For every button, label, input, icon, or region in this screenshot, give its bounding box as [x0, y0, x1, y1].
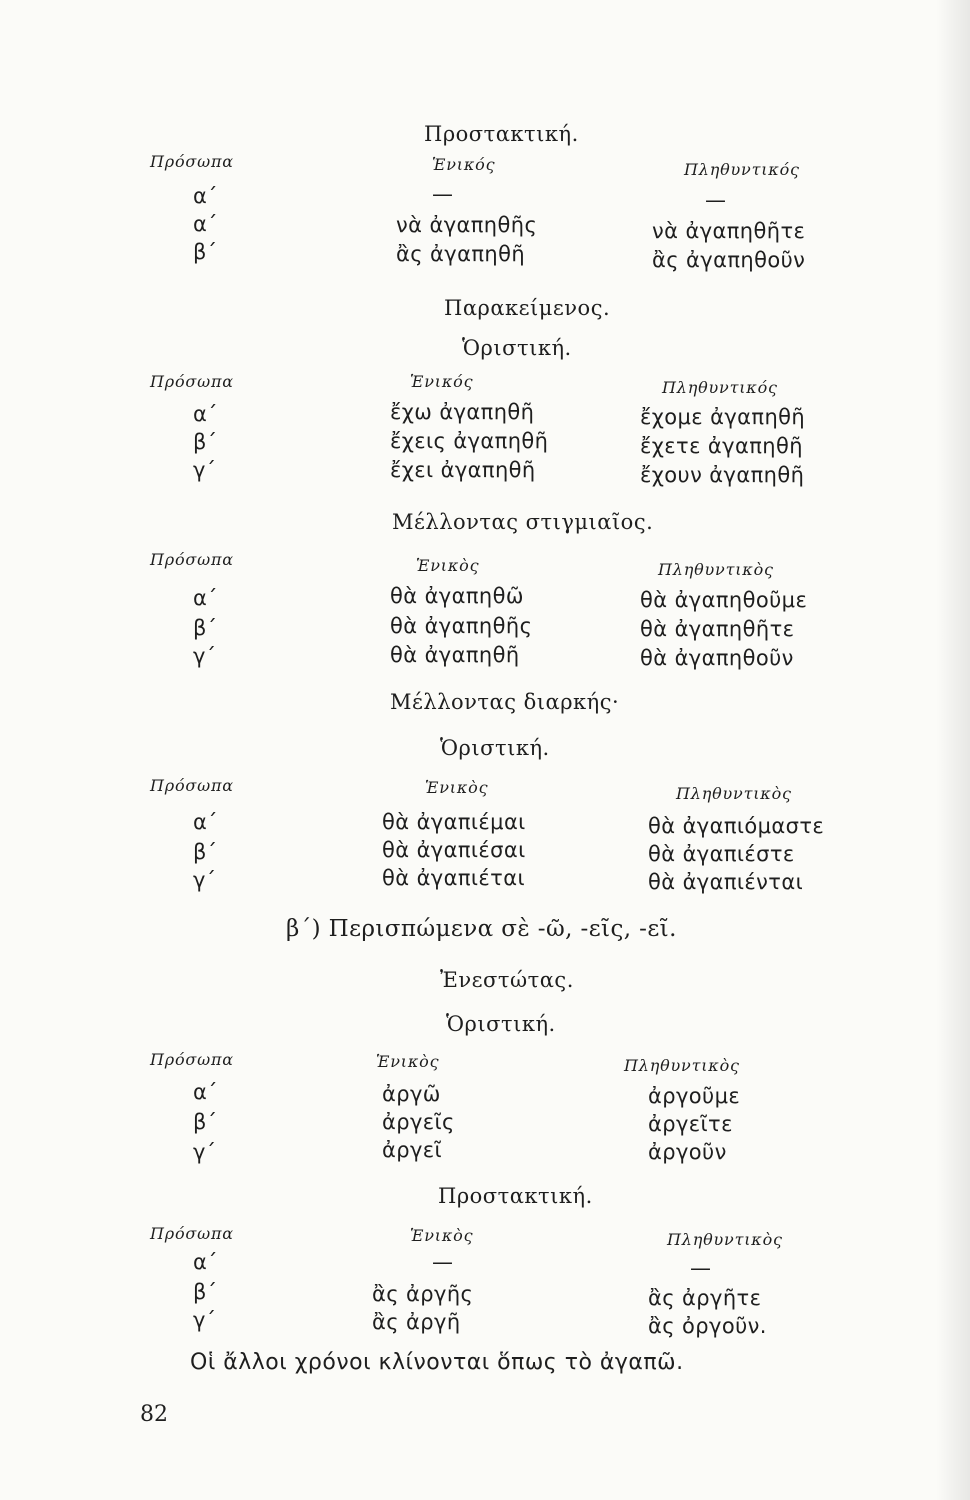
plural-form: ἔχομε ἀγαπηθῆ	[640, 405, 806, 429]
plural-form: ἂς ἀγαπηθοῦν	[652, 248, 806, 272]
plural-header: Πληθυντικὸς	[667, 1230, 783, 1249]
mood-title: Ὁριστική.	[440, 736, 550, 760]
singular-form: θὰ ἀγαπηθῆς	[390, 614, 533, 638]
plural-form: ἀργεῖτε	[648, 1112, 733, 1136]
person-label: β΄	[193, 840, 217, 864]
singular-header: Ἑνικὸς	[410, 1226, 474, 1245]
singular-form: —	[432, 182, 454, 206]
singular-form: ἀργεῖς	[382, 1110, 455, 1134]
singular-form: θὰ ἀγαπηθῆ	[390, 643, 520, 667]
person-label: γ΄	[193, 644, 216, 668]
singular-form: ἀργῶ	[382, 1082, 441, 1106]
person-label: γ΄	[193, 868, 216, 892]
plural-form: —	[705, 188, 727, 212]
tense-title: Ἐνεστώτας.	[440, 968, 574, 992]
person-label: γ΄	[193, 1308, 216, 1332]
plural-form: θὰ ἀγαπιένται	[648, 870, 804, 894]
plural-header: Πληθυντικός	[684, 160, 800, 179]
plural-form: νὰ ἀγαπηθῆτε	[652, 219, 806, 243]
mood-title: Ὁριστική.	[446, 1012, 556, 1036]
plural-form: θὰ ἀγαπηθῆτε	[640, 617, 795, 641]
person-label: α΄	[193, 810, 218, 834]
contracted-verbs-heading: β΄) Περισπώμενα σὲ -ῶ, -εῖς, -εῖ.	[286, 916, 677, 942]
person-label: β΄	[193, 430, 217, 454]
plural-form: —	[690, 1256, 712, 1280]
persons-header: Πρόσωπα	[150, 1050, 234, 1069]
singular-form: ἔχω ἀγαπηθῆ	[390, 400, 535, 424]
person-label: β΄	[193, 1110, 217, 1134]
section-title: Προστακτική.	[438, 1184, 593, 1208]
tense-title: Μέλλοντας διαρκής·	[390, 690, 620, 714]
plural-form: θὰ ἀγαπηθοῦν	[640, 646, 794, 670]
plural-form: ἔχουν ἀγαπηθῆ	[640, 463, 805, 487]
person-label: α΄	[193, 586, 218, 610]
footer-note: Οἱ ἄλλοι χρόνοι κλίνονται ὅπως τὸ ἀγαπῶ.	[190, 1350, 684, 1375]
section-title: Προστακτική.	[424, 122, 579, 146]
mood-title: Ὁριστική.	[462, 336, 572, 360]
singular-form: νὰ ἀγαπηθῆς	[396, 213, 538, 237]
person-label: γ΄	[193, 458, 216, 482]
person-label: β΄	[193, 616, 217, 640]
singular-form: ἂς ἀργῆς	[372, 1282, 474, 1306]
person-label: β΄	[193, 1280, 217, 1304]
person-label: α΄	[193, 212, 218, 236]
singular-form: θὰ ἀγαπιέται	[382, 866, 525, 890]
plural-header: Πληθυντικός	[662, 378, 778, 397]
person-label: β΄	[193, 240, 217, 264]
persons-header: Πρόσωπα	[150, 550, 234, 569]
singular-form: θὰ ἀγαπιέμαι	[382, 810, 526, 834]
person-label: α΄	[193, 1080, 218, 1104]
plural-form: ἂς ἀργῆτε	[648, 1286, 762, 1310]
person-label: α΄	[193, 1250, 218, 1274]
plural-header: Πληθυντικὸς	[676, 784, 792, 803]
singular-form: θὰ ἀγαπιέσαι	[382, 838, 526, 862]
singular-form: θὰ ἀγαπηθῶ	[390, 584, 524, 608]
plural-form: ἀργοῦμε	[648, 1084, 741, 1108]
plural-header: Πληθυντικὸς	[658, 560, 774, 579]
person-label: α΄	[193, 184, 218, 208]
plural-header: Πληθυντικὸς	[624, 1056, 740, 1075]
singular-form: —	[432, 1250, 454, 1274]
plural-form: θὰ ἀγαπηθοῦμε	[640, 588, 808, 612]
singular-form: ἀργεῖ	[382, 1138, 443, 1162]
tense-title: Παρακείμενος.	[444, 296, 611, 320]
persons-header: Πρόσωπα	[150, 1224, 234, 1243]
singular-header: Ἑνικὸς	[416, 556, 480, 575]
page-number: 82	[140, 1402, 168, 1427]
singular-header: Ἑνικός	[410, 372, 474, 391]
singular-header: Ἑνικὸς	[425, 778, 489, 797]
persons-header: Πρόσωπα	[150, 776, 234, 795]
tense-title: Μέλλοντας στιγμιαῖος.	[392, 510, 654, 534]
person-label: γ΄	[193, 1140, 216, 1164]
singular-form: ἂς ἀγαπηθῆ	[396, 242, 526, 266]
singular-form: ἂς ἀργῆ	[372, 1310, 461, 1334]
plural-form: ἀργοῦν	[648, 1140, 727, 1164]
plural-form: ἂς ὀργοῦν.	[648, 1314, 767, 1338]
plural-form: θὰ ἀγαπιόμαστε	[648, 814, 825, 838]
singular-form: ἔχει ἀγαπηθῆ	[390, 458, 536, 482]
plural-form: ἔχετε ἀγαπηθῆ	[640, 434, 803, 458]
singular-form: ἔχεις ἀγαπηθῆ	[390, 429, 549, 453]
person-label: α΄	[193, 402, 218, 426]
page-edge-shadow	[936, 0, 970, 1500]
singular-header: Ἑνικός	[432, 155, 496, 174]
persons-header: Πρόσωπα	[150, 372, 234, 391]
plural-form: θὰ ἀγαπιέστε	[648, 842, 795, 866]
singular-header: Ἑνικὸς	[376, 1052, 440, 1071]
persons-header: Πρόσωπα	[150, 152, 234, 171]
